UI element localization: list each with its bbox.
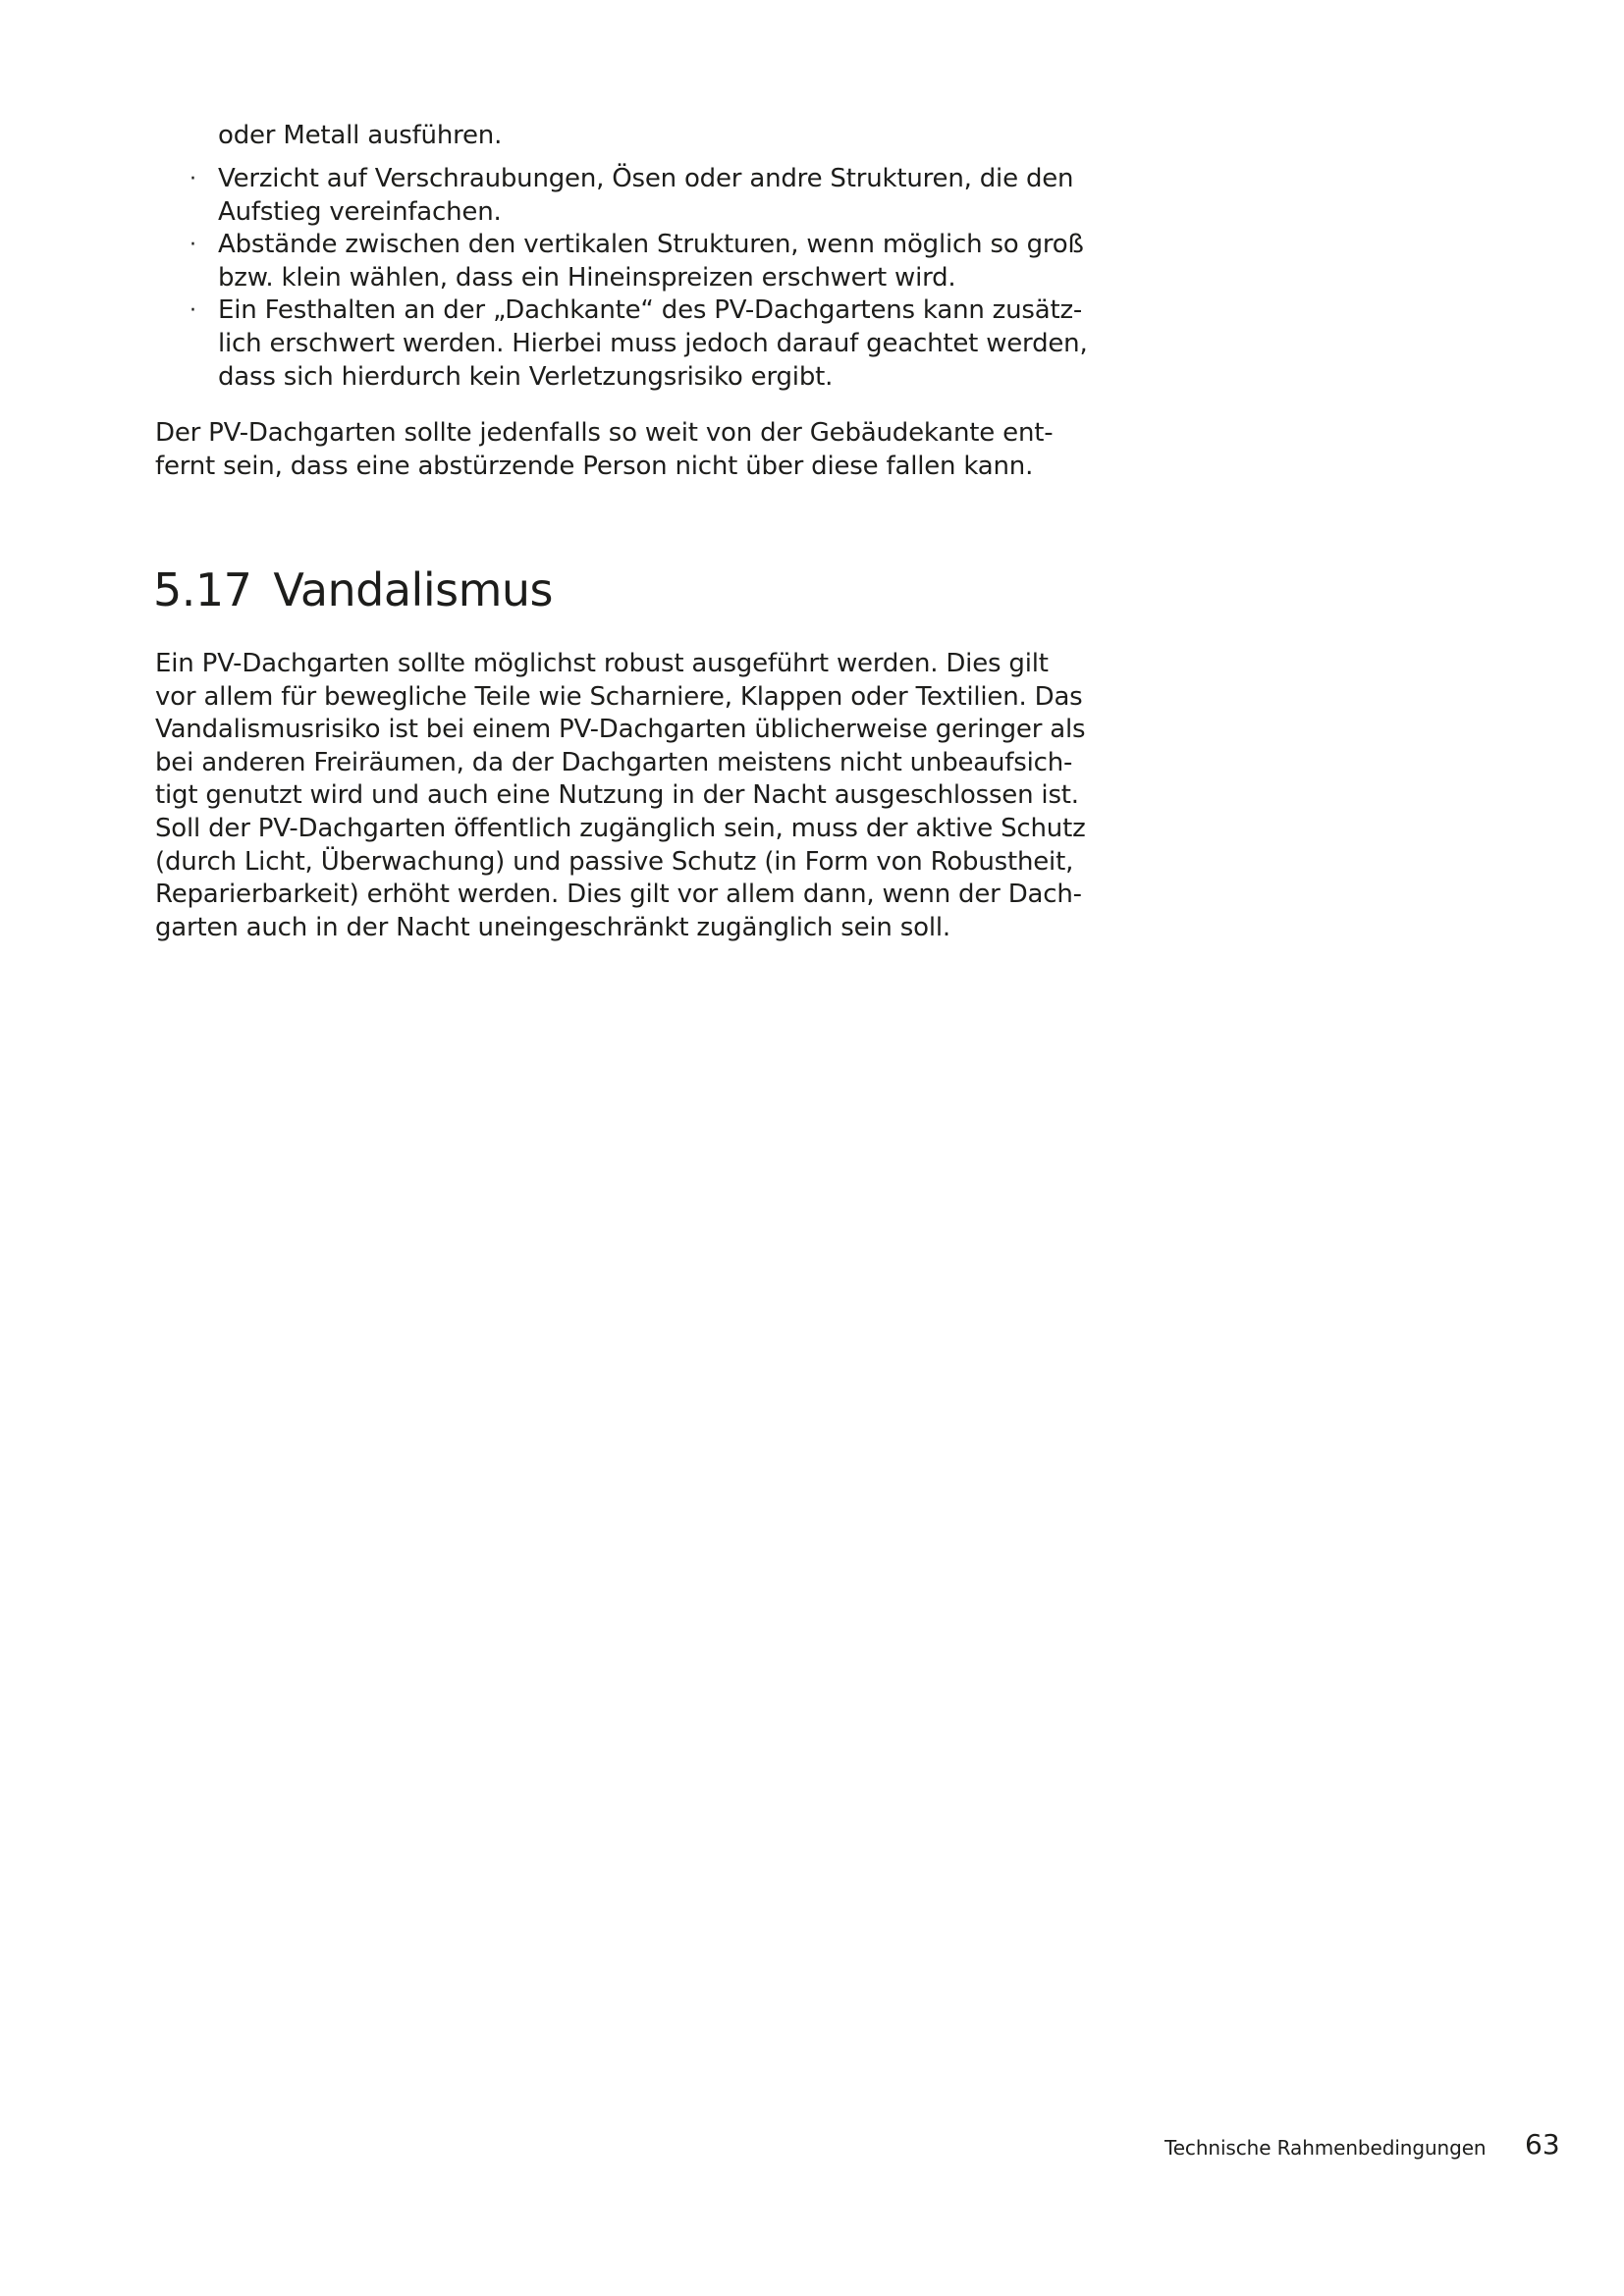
text-line: bei anderen Freiräumen, da der Dachgarten meistens nicht unbeaufsich-: [155, 747, 1073, 777]
text-line: oder Metall ausführen.: [218, 121, 503, 150]
list-item: [155, 229, 1137, 294]
text-line: Soll der PV-Dachgarten öffentlich zugänglich sein, muss der aktive Schutz: [155, 813, 1086, 843]
text-line: Aufstieg vereinfachen.: [218, 196, 502, 227]
list-item: [155, 294, 1137, 394]
text-line: vor allem für bewegliche Teile wie Scharniere, Klappen oder Textilien. Das: [155, 681, 1083, 712]
bullet-list: [155, 163, 1137, 394]
section-heading: [153, 563, 553, 616]
bullet-marker: ·: [189, 167, 196, 191]
text-line: fernt sein, dass eine abstürzende Person nicht über diese fallen kann.: [155, 451, 1034, 481]
text-line: lich erschwert werden. Hierbei muss jedoch darauf geachtet werden,: [218, 328, 1088, 358]
text-line: (durch Licht, Überwachung) und passive Schutz (in Form von Robustheit,: [155, 846, 1074, 877]
paragraph-vandalism: [155, 648, 1137, 944]
text-line: Vandalismusrisiko ist bei einem PV-Dachgarten üblicherweise geringer als: [155, 715, 1086, 745]
footer-chapter-title: Technische Rahmenbedingungen: [1164, 2136, 1487, 2160]
text-line: Der PV-Dachgarten sollte jedenfalls so weit von der Gebäudekante ent-: [155, 418, 1054, 448]
text-line: bzw. klein wählen, dass ein Hineinspreizen erschwert wird.: [218, 262, 956, 293]
text-line: Abstände zwischen den vertikalen Strukturen, wenn möglich so groß: [218, 230, 1084, 260]
text-line: Reparierbarkeit) erhöht werden. Dies gilt vor allem dann, wenn der Dach-: [155, 880, 1082, 910]
bullet-marker: ·: [189, 298, 196, 324]
text-line: dass sich hierdurch kein Verletzungsrisiko ergibt.: [218, 361, 834, 392]
text-line: garten auch in der Nacht uneingeschränkt zugänglich sein soll.: [155, 912, 950, 942]
paragraph-building-edge: [155, 417, 1137, 483]
list-item: [155, 163, 1137, 229]
section-number: 5.17: [153, 563, 252, 616]
text-line: Ein PV-Dachgarten sollte möglichst robust ausgeführt werden. Dies gilt: [155, 649, 1049, 678]
text-line: Ein Festhalten an der „Dachkante“ des PV-Dachgartens kann zusätz-: [218, 295, 1083, 326]
intro-continuation: [155, 120, 1137, 153]
text-line: tigt genutzt wird und auch eine Nutzung in der Nacht ausgeschlossen ist.: [155, 780, 1079, 811]
page-number: 63: [1525, 2128, 1560, 2161]
section-title: Vandalismus: [273, 563, 554, 616]
text-line: Verzicht auf Verschraubungen, Ösen oder andre Strukturen, die den: [218, 164, 1074, 193]
bullet-marker: ·: [189, 233, 196, 258]
